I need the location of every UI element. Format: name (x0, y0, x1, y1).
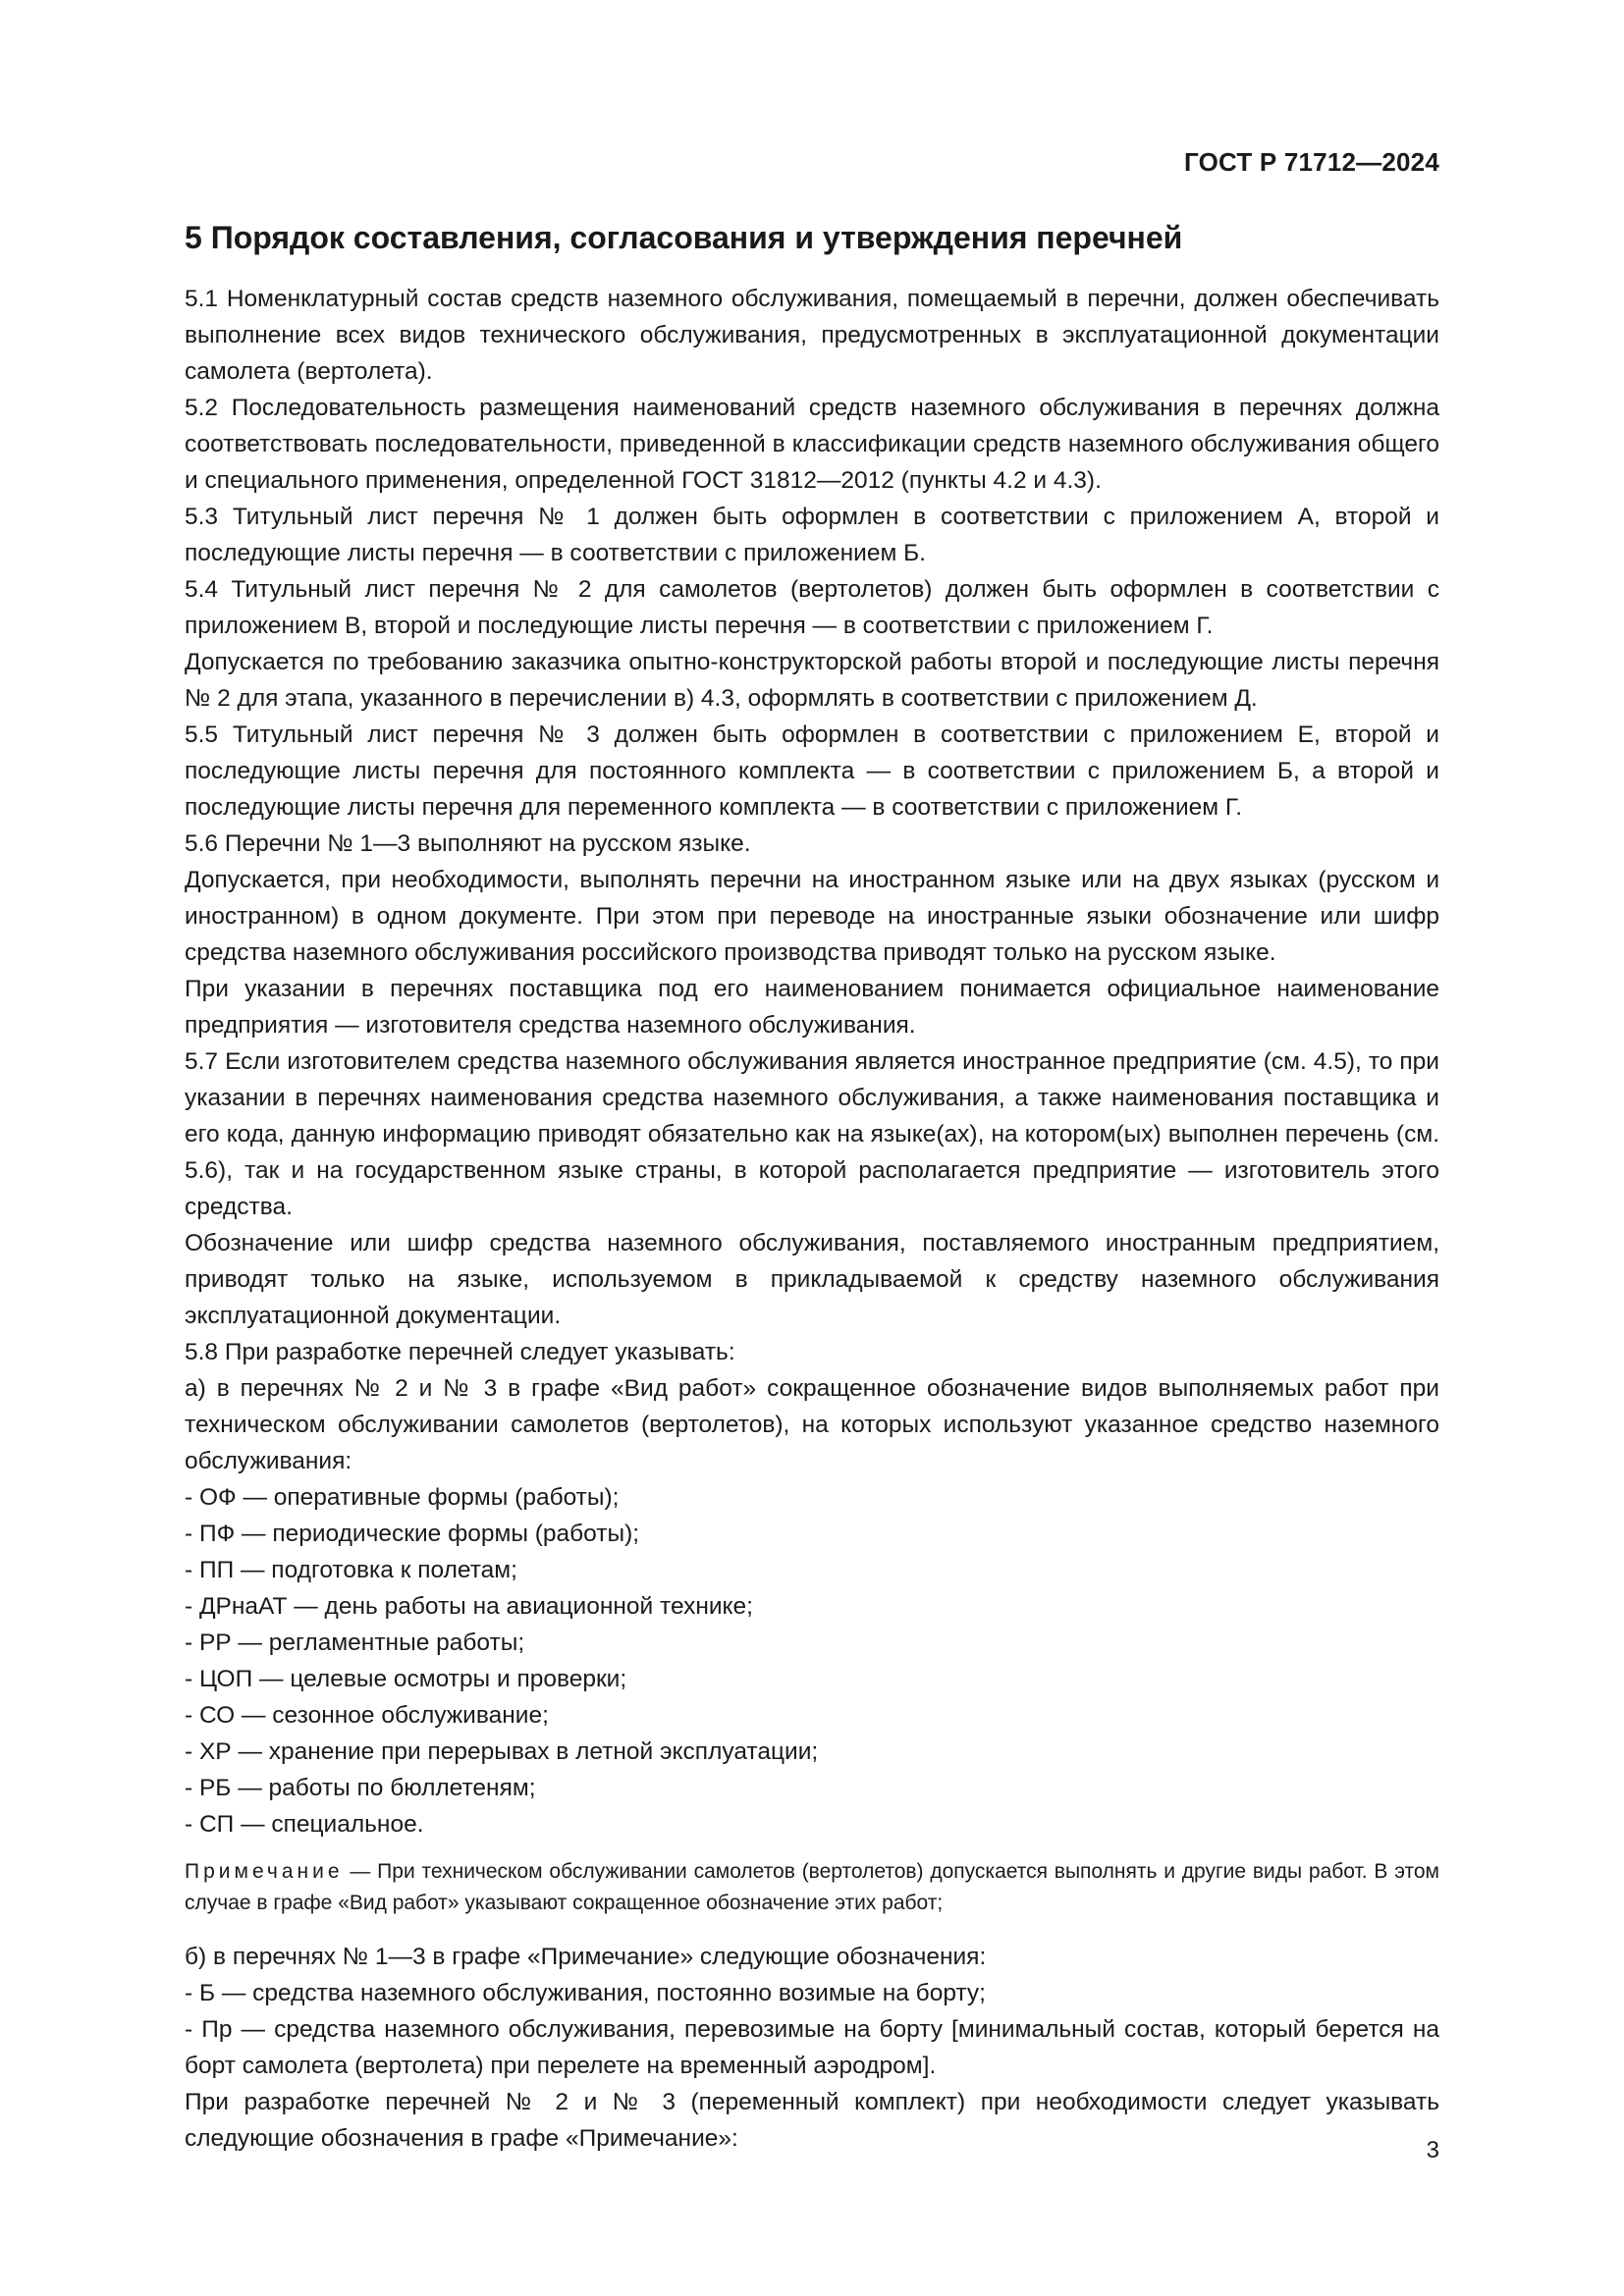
list-item: - ХР — хранение при перерывах в летной эксплуатации; (185, 1738, 819, 1765)
paragraph-5-4-allowed: Допускается по требованию заказчика опытно-конструкторской работы второй и последующие листы перечня № 2 для этапа, указанного в перечислении в) 4.3, оформлять в соответствии с приложением Д. (185, 649, 1439, 712)
list-item-pr: - Пр — средства наземного обслуживания, перевозимые на борту [минимальный состав, который берется на борт самолета (вертолета) при перелете на временный аэродром]. (185, 2016, 1439, 2079)
document-id: ГОСТ Р 71712—2024 (1184, 147, 1439, 177)
list-item: - ПП — подготовка к полетам; (185, 1557, 517, 1583)
list-item: - СП — специальное. (185, 1811, 424, 1838)
paragraph-5-6: 5.6 Перечни № 1—3 выполняют на русском языке. (185, 830, 751, 857)
paragraph-5-3: 5.3 Титульный лист перечня № 1 должен быть оформлен в соответствии с приложением А, второй и последующие листы перечня — в соответствии с приложением Б. (185, 504, 1439, 566)
list-item: - ЦОП — целевые осмотры и проверки; (185, 1666, 627, 1692)
list-item: - РР — регламентные работы; (185, 1629, 525, 1656)
paragraph-5-8-a: а) в перечнях № 2 и № 3 в графе «Вид работ» сокращенное обозначение видов выполняемых работ при техническом обслуживании самолетов (вертолетов), на которых используют указанное средство наземного обслуживания: (185, 1375, 1439, 1474)
note-label: Примечание (185, 1860, 344, 1883)
document-body (185, 218, 1439, 2157)
paragraph-5-2: 5.2 Последовательность размещения наименований средств наземного обслуживания в перечнях должна соответствовать последовательности, приведенной в классификации средств наземного обслуживания общего и специального применения, определенной ГОСТ 31812—2012 (пункты 4.2 и 4.3). (185, 395, 1439, 494)
paragraph-5-8: 5.8 При разработке перечней следует указывать: (185, 1339, 735, 1365)
paragraph-5-1: 5.1 Номенклатурный состав средств наземного обслуживания, помещаемый в перечни, должен обеспечивать выполнение всех видов технического обслуживания, предусмотренных в эксплуатационной документации самолета (вертолета). (185, 286, 1439, 385)
paragraph-5-7-designation: Обозначение или шифр средства наземного обслуживания, поставляемого иностранным предприятием, приводят только на языке, используемом в прикладываемой к средству наземного обслуживания эксплуатационной документации. (185, 1230, 1439, 1329)
list-item: - РБ — работы по бюллетеням; (185, 1775, 536, 1801)
paragraph-5-4: 5.4 Титульный лист перечня № 2 для самолетов (вертолетов) должен быть оформлен в соответствии с приложением В, второй и последующие листы перечня — в соответствии с приложением Г. (185, 576, 1439, 639)
list-item: - ОФ — оперативные формы (работы); (185, 1484, 620, 1511)
paragraph-variable-kit: При разработке перечней № 2 и № 3 (переменный комплект) при необходимости следует указывать следующие обозначения в графе «Примечание»: (185, 2089, 1439, 2152)
work-types-list (185, 1479, 1439, 1842)
list-item: - ДРнаАТ — день работы на авиационной технике; (185, 1593, 753, 1620)
list-item-b: - Б — средства наземного обслуживания, постоянно возимые на борту; (185, 1980, 986, 2006)
section-title: 5 Порядок составления, согласования и утверждения перечней (185, 220, 1183, 255)
list-item: - ПФ — периодические формы (работы); (185, 1521, 640, 1547)
paragraph-5-8-b: б) в перечнях № 1—3 в графе «Примечание» следующие обозначения: (185, 1944, 987, 1970)
paragraph-5-6-supplier: При указании в перечнях поставщика под его наименованием понимается официальное наименование предприятия — изготовителя средства наземного обслуживания. (185, 976, 1439, 1039)
note-text: — При техническом обслуживании самолетов (вертолетов) допускается выполнять и другие виды работ. В этом случае в графе «Вид работ» указывают сокращенное обозначение этих работ; (185, 1860, 1439, 1914)
paragraph-5-6-allowed: Допускается, при необходимости, выполнять перечни на иностранном языке или на двух языках (русском и иностранном) в одном документе. При этом при переводе на иностранные языки обозначение или шифр средства наземного обслуживания российского производства приводят только на русском языке. (185, 867, 1439, 966)
page-number: 3 (1426, 2137, 1439, 2163)
paragraph-5-5: 5.5 Титульный лист перечня № 3 должен быть оформлен в соответствии с приложением Е, второй и последующие листы перечня для постоянного комплекта — в соответствии с приложением Б, а второй и последующие листы перечня для переменного комплекта — в соответствии с приложением Г. (185, 721, 1439, 821)
list-item: - СО — сезонное обслуживание; (185, 1702, 549, 1729)
paragraph-5-7: 5.7 Если изготовителем средства наземного обслуживания является иностранное предприятие (см. 4.5), то при указании в перечнях наименования средства наземного обслуживания, а также наименования поставщика и его кода, данную информацию приводят обязательно как на языке(ах), на котором(ых) выполнен перечень (см. 5.6), так и на государственном языке страны, в которой располагается предприятие — изготовитель этого средства. (185, 1048, 1439, 1220)
note (185, 1856, 1439, 1919)
